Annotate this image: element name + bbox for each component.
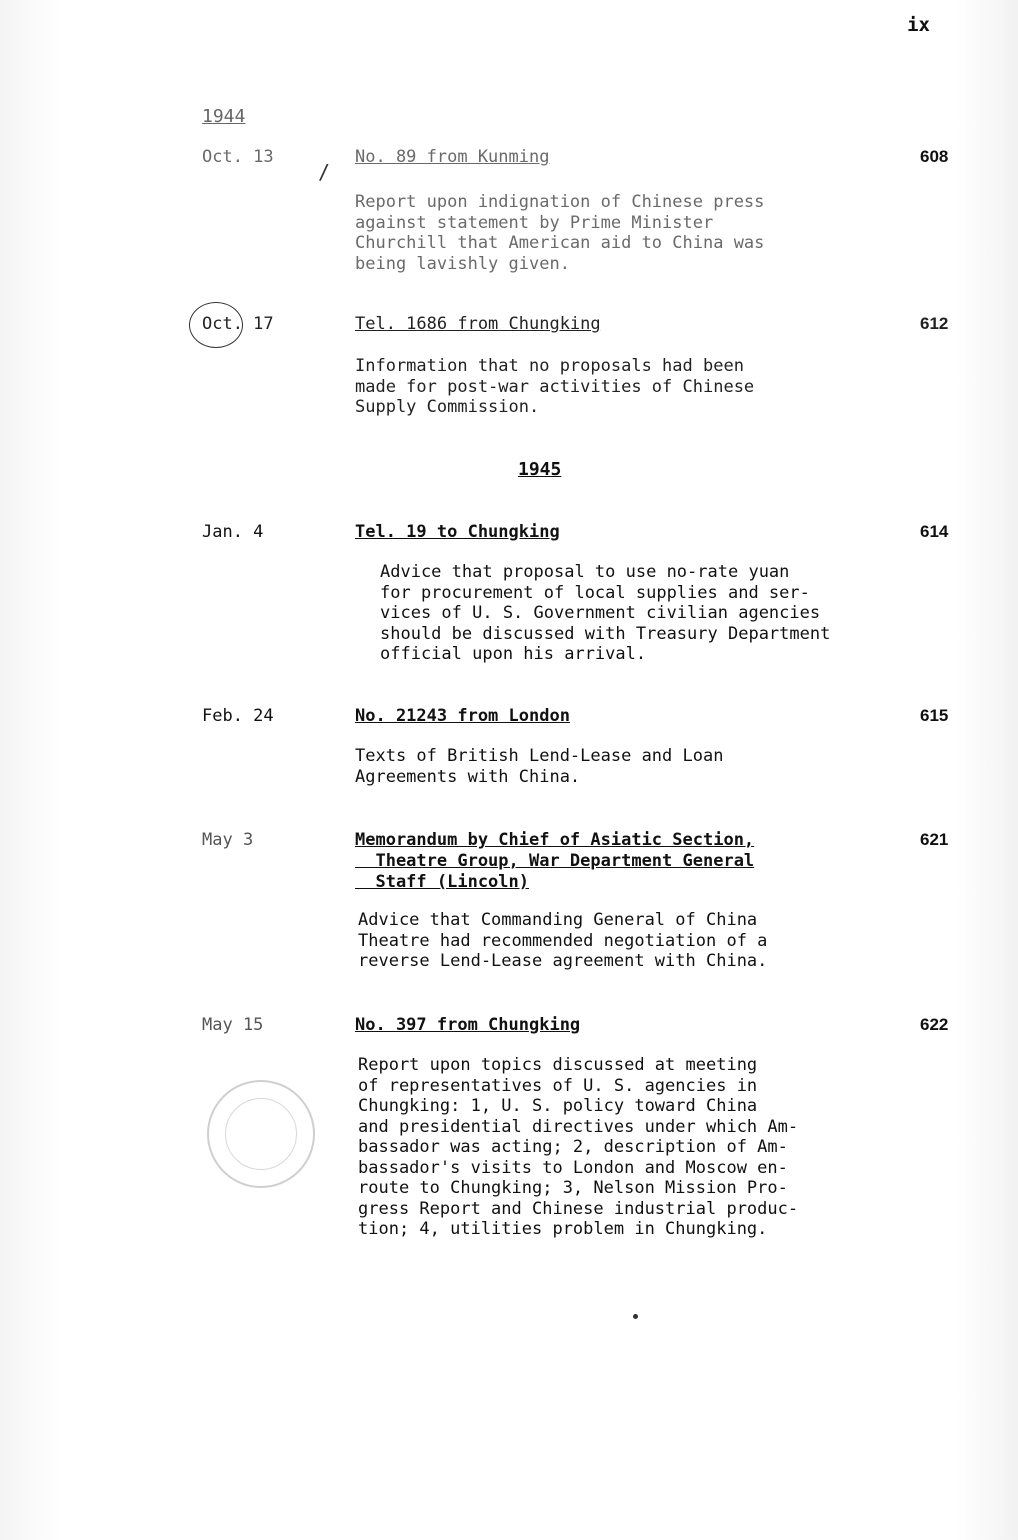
year-heading-1944: 1944 xyxy=(202,106,246,127)
ink-dot-mark xyxy=(633,1314,638,1319)
page-number: ix xyxy=(907,14,930,36)
archive-stamp-seal xyxy=(207,1080,315,1188)
entry-summary: Report upon indignation of Chinese press against statement by Prime Minister Churchill that American aid to China was being lavishly given. xyxy=(355,192,765,274)
entry-summary: Advice that Commanding General of China Theatre had recommended negotiation of a reverse Lend-Lease agreement with China. xyxy=(358,910,768,971)
entry-date: May 15 xyxy=(202,1015,264,1035)
entry-heading: Memorandum by Chief of Asiatic Section, Theatre Group, War Department General Staff (Lincoln) xyxy=(355,830,755,892)
entry-date: Jan. 4 xyxy=(202,522,264,542)
entry-page-reference: 615 xyxy=(920,706,949,725)
entry-heading: Tel. 1686 from Chungking xyxy=(355,314,601,334)
entry-page-reference: 612 xyxy=(920,314,949,333)
entry-summary: Advice that proposal to use no-rate yuan for procurement of local supplies and ser- vices of U. S. Government civilian agencies should be discussed with Treasury Department official upon his arrival. xyxy=(380,562,831,664)
entry-summary: Report upon topics discussed at meeting of representatives of U. S. agencies in Chungking: 1, U. S. policy toward China and presidential directives under which Am- bassador was acting; 2, description of Am- bassador's visits to London and Moscow en- route to Chungking; 3, Nelson Mission Pro- gress Report and Chinese industrial produc- tion; 4, utilities problem in Chungking. xyxy=(358,1055,799,1239)
entry-page-reference: 622 xyxy=(920,1015,949,1034)
entry-date: Oct. 17 xyxy=(202,314,274,334)
entry-heading: No. 21243 from London xyxy=(355,706,570,726)
entry-heading: No. 397 from Chungking xyxy=(355,1015,581,1035)
entry-heading: Tel. 19 to Chungking xyxy=(355,522,560,542)
entry-date: May 3 xyxy=(202,830,254,850)
entry-date: Feb. 24 xyxy=(202,706,274,726)
entry-date: Oct. 13 xyxy=(202,147,274,167)
entry-page-reference: 614 xyxy=(920,522,949,541)
archive-stamp-inner-ring xyxy=(225,1098,297,1170)
entry-summary: Information that no proposals had been made for post-war activities of Chinese Supply Commission. xyxy=(355,356,755,417)
year-heading-1945: 1945 xyxy=(518,459,562,480)
entry-page-reference: 608 xyxy=(920,147,949,166)
handwritten-slash-mark: / xyxy=(318,160,331,184)
handwritten-circle-mark xyxy=(189,302,243,348)
entry-summary: Texts of British Lend-Lease and Loan Agreements with China. xyxy=(355,746,724,787)
entry-page-reference: 621 xyxy=(920,830,949,849)
entry-heading: No. 89 from Kunming xyxy=(355,147,550,167)
